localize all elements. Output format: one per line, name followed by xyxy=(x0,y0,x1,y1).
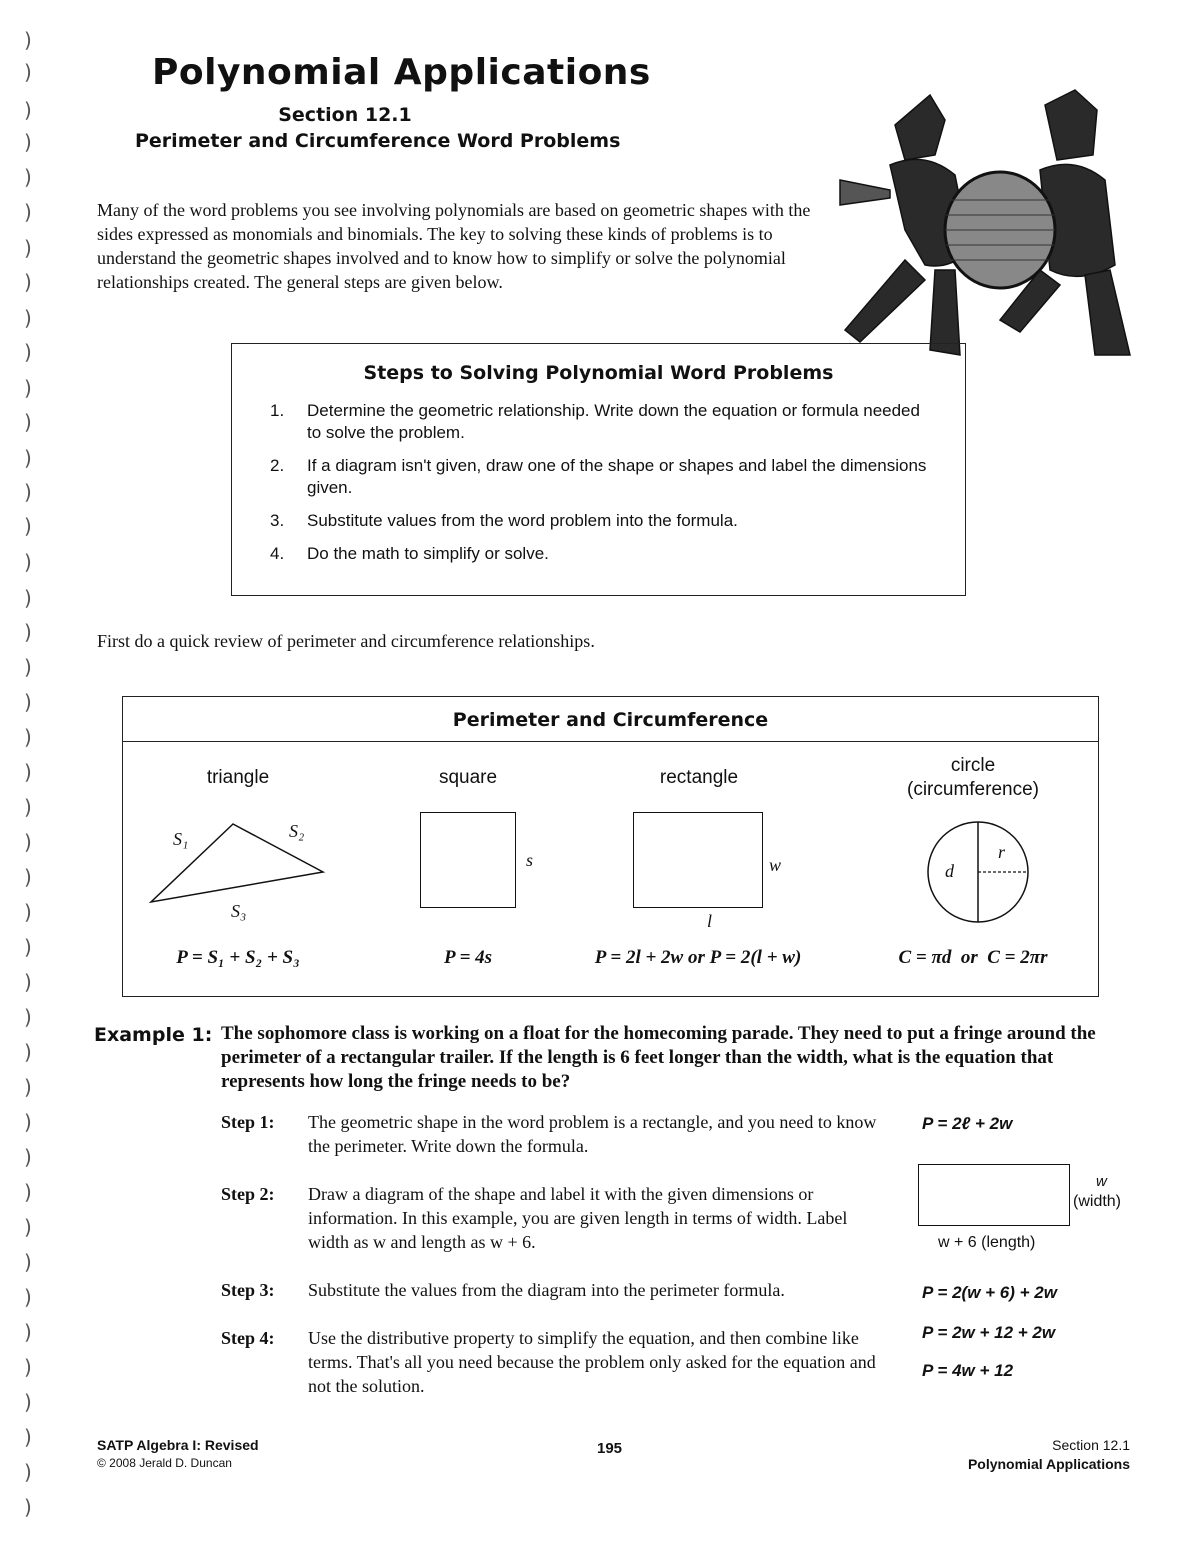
step-number: 3. xyxy=(270,511,285,530)
circle-formula: C = πd or C = 2πr xyxy=(898,947,1048,968)
margin-mark: ) xyxy=(24,620,32,644)
square-side-label: s xyxy=(526,850,534,870)
footer-copyright: © 2008 Jerald D. Duncan xyxy=(97,1456,232,1470)
margin-mark: ) xyxy=(24,98,32,122)
margin-mark: ) xyxy=(24,1460,32,1484)
circle-sublabel: (circumference) xyxy=(907,779,1039,800)
margin-mark: ) xyxy=(24,410,32,434)
table-title: Perimeter and Circumference xyxy=(123,697,1098,742)
margin-mark: ) xyxy=(24,480,32,504)
steps-box xyxy=(231,343,966,596)
margin-mark: ) xyxy=(24,1495,32,1519)
margin-mark: ) xyxy=(24,1390,32,1414)
rectangle-shape xyxy=(633,812,763,908)
footer-chapter: Polynomial Applications xyxy=(967,1456,1130,1472)
margin-mark: ) xyxy=(24,970,32,994)
review-sentence: First do a quick review of perimeter and circumference relationships. xyxy=(97,631,595,651)
circle-label: circle xyxy=(950,755,996,776)
margin-mark: ) xyxy=(24,1040,32,1064)
margin-mark: ) xyxy=(24,1075,32,1099)
triangle-side-3: S₃ xyxy=(231,901,247,921)
margin-mark: ) xyxy=(24,655,32,679)
rectangle-label: rectangle xyxy=(659,767,739,788)
step-text: Determine the geometric relationship. Write down the equation or formula needed to solve the problem. xyxy=(307,401,920,442)
step-equation: P = 2w + 12 + 2w xyxy=(922,1323,1056,1342)
margin-mark: ) xyxy=(24,586,32,610)
margin-mark: ) xyxy=(24,795,32,819)
margin-mark: ) xyxy=(24,865,32,889)
margin-mark: ) xyxy=(24,1320,32,1344)
margin-mark: ) xyxy=(24,550,32,574)
step-label: Step 1: xyxy=(221,1112,275,1132)
step-text: Use the distributive property to simplify the equation, and then combine like terms. That's all you need because the problem only asked for the equation and not the solution. xyxy=(308,1328,876,1396)
square-label: square xyxy=(438,767,498,788)
step-equation: P = 2(w + 6) + 2w xyxy=(922,1283,1057,1302)
margin-mark: ) xyxy=(24,1215,32,1239)
example-rectangle-diagram xyxy=(918,1164,1070,1226)
step-number: 2. xyxy=(270,456,285,475)
steps-box-title: Steps to Solving Polynomial Word Problems xyxy=(363,362,834,384)
margin-mark: ) xyxy=(24,1005,32,1029)
margin-mark: ) xyxy=(24,446,32,470)
margin-mark: ) xyxy=(24,1285,32,1309)
intro-paragraph: Many of the word problems you see involving polynomials are based on geometric shapes with the sides expressed as monomials and binomials. The key to solving these kinds of problems is to understand the geometric shapes involved and to know how to simplify or solve the polynomial relationships created. The general steps are given below. xyxy=(97,200,811,292)
step-text: Substitute values from the word problem into the formula. xyxy=(307,511,738,530)
margin-mark: ) xyxy=(24,28,32,52)
example-label: Example 1: xyxy=(94,1024,213,1046)
margin-mark: ) xyxy=(24,1145,32,1169)
footer-section: Section 12.1 xyxy=(1052,1437,1130,1453)
triangle-side-1: S₁ xyxy=(173,829,189,849)
step-number: 4. xyxy=(270,544,285,563)
margin-mark: ) xyxy=(24,376,32,400)
margin-mark: ) xyxy=(24,130,32,154)
margin-mark: ) xyxy=(24,760,32,784)
rectangle-length-label: l xyxy=(707,911,713,931)
step-label: Step 3: xyxy=(221,1280,275,1300)
example-problem: The sophomore class is working on a float for the homecoming parade. They need to put a fringe around the perimeter of a rectangular trailer. If the length is 6 feet longer than the width, what is the equation that represents how long the fringe needs to be? xyxy=(221,1023,1096,1092)
diagram-width-var: w xyxy=(1096,1173,1107,1190)
margin-mark: ) xyxy=(24,900,32,924)
circle-diameter-label: d xyxy=(945,861,954,881)
margin-mark: ) xyxy=(24,1425,32,1449)
rectangle-width-label: w xyxy=(769,855,782,875)
rectangle-formula: P = 2l + 2w or P = 2(l + w) xyxy=(594,947,802,968)
margin-mark: ) xyxy=(24,830,32,854)
margin-mark: ) xyxy=(24,306,32,330)
margin-mark: ) xyxy=(24,935,32,959)
step-text: The geometric shape in the word problem is a rectangle, and you need to know the perimeter. Write down the formula. xyxy=(308,1112,877,1156)
step-text: Substitute the values from the diagram into the perimeter formula. xyxy=(308,1280,785,1300)
step-label: Step 2: xyxy=(221,1184,275,1204)
margin-mark: ) xyxy=(24,514,32,538)
margin-mark: ) xyxy=(24,270,32,294)
margin-mark: ) xyxy=(24,1110,32,1134)
circle-radius-label: r xyxy=(998,842,1006,862)
margin-mark: ) xyxy=(24,725,32,749)
step-equation: P = 2ℓ + 2w xyxy=(922,1114,1013,1133)
margin-mark: ) xyxy=(24,340,32,364)
perimeter-circumference-table xyxy=(122,696,1099,997)
diagram-length-label: w + 6 (length) xyxy=(938,1234,1036,1251)
section-number: Section 12.1 xyxy=(278,104,412,126)
triangle-label: triangle xyxy=(206,767,270,788)
triangle-side-2: S₂ xyxy=(289,821,305,841)
hat-shape xyxy=(895,95,945,160)
margin-mark: ) xyxy=(24,1180,32,1204)
step-number: 1. xyxy=(270,401,285,420)
margin-mark: ) xyxy=(24,60,32,84)
page-number: 195 xyxy=(597,1440,623,1457)
step-text: Draw a diagram of the shape and label it with the given dimensions or information. In this example, you are given length in terms of width. Label width as w and length as w + 6. xyxy=(308,1184,848,1252)
step-label: Step 4: xyxy=(221,1328,275,1348)
margin-mark: ) xyxy=(24,236,32,260)
step-text: If a diagram isn't given, draw one of the shape or shapes and label the dimensions given. xyxy=(307,456,927,497)
margin-mark: ) xyxy=(24,1355,32,1379)
margin-mark: ) xyxy=(24,200,32,224)
margin-mark: ) xyxy=(24,1250,32,1274)
square-shape xyxy=(420,812,516,908)
page-title: Polynomial Applications xyxy=(152,52,651,93)
step-text: Do the math to simplify or solve. xyxy=(307,544,549,563)
circle-diagram xyxy=(923,817,1033,927)
section-subtitle: Perimeter and Circumference Word Problems xyxy=(135,130,621,152)
triangle-formula: P = S₁ + S₂ + S₃ xyxy=(176,947,300,968)
marching-band-illustration xyxy=(835,80,1135,365)
margin-mark: ) xyxy=(24,165,32,189)
footer-book-title: SATP Algebra I: Revised xyxy=(97,1437,259,1453)
margin-mark: ) xyxy=(24,690,32,714)
diagram-width-label: (width) xyxy=(1073,1193,1122,1210)
square-formula: P = 4s xyxy=(443,947,493,968)
step-equation-final: P = 4w + 12 xyxy=(922,1361,1014,1380)
